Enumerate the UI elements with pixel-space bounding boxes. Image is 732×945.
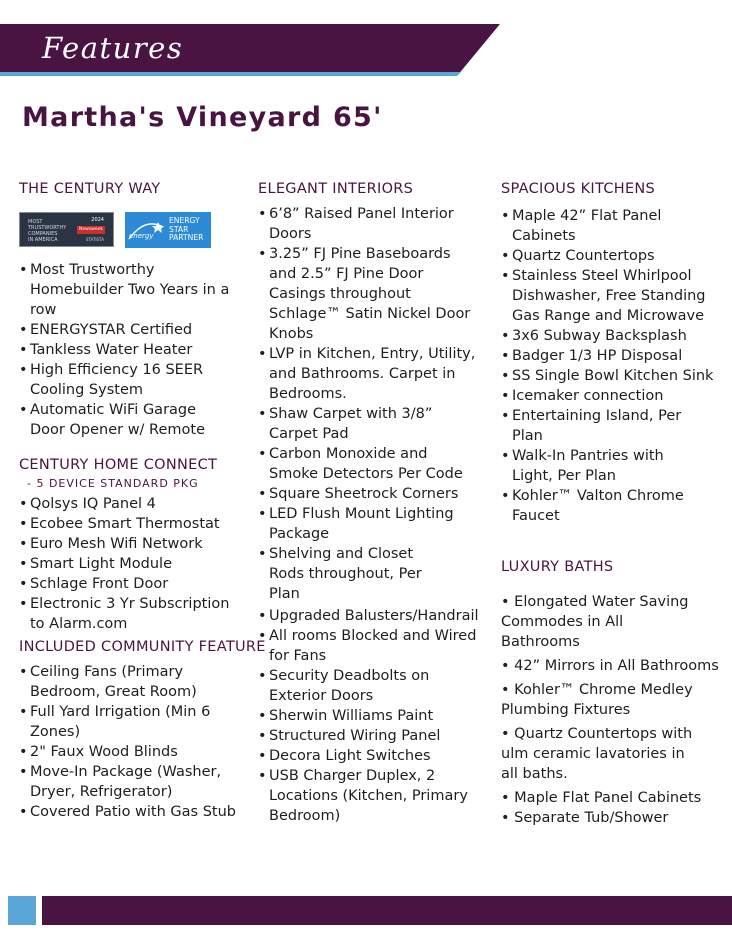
badge-trust-line2: TRUSTWORTHY [28,225,67,231]
trustworthy-companies-badge [19,212,114,247]
list-item: • High Efficiency 16 SEER Cooling System [19,360,254,400]
home-connect-subtitle: - 5 DEVICE STANDARD PKG [27,477,199,490]
badge-trust-year: 2024 [91,217,104,223]
list-item: • Smart Light Module [19,554,254,574]
energy-star-icon [125,213,167,247]
section-title-kitchens: SPACIOUS KITCHENS [501,181,656,197]
home-connect-list [19,494,254,634]
column-right [501,180,726,828]
list-item: • Electronic 3 Yr Subscription to Alarm.com [19,594,254,634]
list-item: • Structured Wiring Panel [258,726,480,746]
list-item: • Kohler™ Chrome Medley Plumbing Fixtures [501,680,726,720]
energy-logo-text: energy [129,232,154,240]
list-item: • Maple Flat Panel Cabinets [501,788,726,808]
document-title: Martha's Vineyard 65' [22,102,383,133]
list-item: • Quartz Countertops with ulm ceramic lavatories in all baths. [501,724,726,784]
list-item: • Covered Patio with Gas Stub [19,802,254,822]
list-item: • Elongated Water Saving Commodes in All Bathrooms [501,592,726,652]
section-title-home-connect: CENTURY HOME CONNECT [19,457,218,473]
interiors-list [258,204,480,826]
list-item: • LED Flush Mount Lighting Package [258,504,480,544]
interiors-item-text: 3.25” FJ Pine Baseboards and 2.5” FJ Pine Door Casings throughout [269,246,451,302]
list-item: • Square Sheetrock Corners [258,484,480,504]
list-item: • 3x6 Subway Backsplash [501,326,726,346]
energy-star-partner-badge [125,212,211,248]
section-title-interiors: ELEGANT INTERIORS [258,181,414,197]
badge-trust-line4: IN AMERICA [28,237,58,243]
list-item: • Decora Light Switches [258,746,480,766]
interiors-schlage-text: Schlage™ Satin Nickel Door Knobs [269,306,471,342]
list-item: • All rooms Blocked and Wired for Fans [258,626,480,666]
list-item: • Upgraded Balusters/Handrail [258,606,480,626]
energy-line3: PARTNER [169,233,204,243]
list-item: • Ceiling Fans (Primary Bedroom, Great Room) [19,662,254,702]
list-item: • LVP in Kitchen, Entry, Utility, and Bathrooms. Carpet in Bedrooms. [258,344,480,404]
list-item: • Stainless Steel Whirlpool Dishwasher, Free Standing Gas Range and Microwave [501,266,726,326]
list-item: • Icemaker connection [501,386,726,406]
badge-trust-line3: COMPANIES [28,231,58,237]
energy-line2: STAR [169,224,189,234]
section-title-century-way: THE CENTURY WAY [19,181,161,197]
list-item: • Most Trustworthy Homebuilder Two Years in a row [19,260,254,320]
footer-bar [42,896,732,925]
badge-trust-line1: MOST [28,219,43,225]
column-middle [258,180,480,826]
list-item: • Kohler™ Valton Chrome Faucet [501,486,726,526]
list-item: • Qolsys IQ Panel 4 [19,494,254,514]
list-item: • Automatic WiFi Garage Door Opener w/ Remote [19,400,254,440]
list-item: • 2" Faux Wood Blinds [19,742,254,762]
list-item: • 42” Mirrors in All Bathrooms [501,656,726,676]
badge-trust-brand: Newsweek [79,227,103,232]
list-item: • Move-In Package (Washer, Dryer, Refrigerator) [19,762,254,802]
century-way-list [19,260,254,440]
list-item: • Entertaining Island, Per Plan [501,406,726,446]
community-list [19,662,254,822]
list-item: • Sherwin Williams Paint [258,706,480,726]
list-item: • Full Yard Irrigation (Min 6 Zones) [19,702,254,742]
list-item: • Shelving and Closet Rods throughout, Per Plan [258,544,480,604]
list-item: • ENERGYSTAR Certified [19,320,254,340]
baths-list [501,592,726,828]
list-item [258,244,480,344]
energy-line1: ENERGY [169,216,200,226]
list-item: • Schlage Front Door [19,574,254,594]
list-item: • Walk-In Pantries with Light, Per Plan [501,446,726,486]
kitchens-list [501,206,726,526]
banner-title: Features [42,31,184,65]
list-item: • Separate Tub/Shower [501,808,726,828]
list-item: • Tankless Water Heater [19,340,254,360]
list-item: • Carbon Monoxide and Smoke Detectors Per Code [258,444,480,484]
section-title-community: INCLUDED COMMUNITY FEATURE [19,639,266,655]
list-item: • USB Charger Duplex, 2 Locations (Kitchen, Primary Bedroom) [258,766,480,826]
list-item: • Quartz Countertops [501,246,726,266]
list-item: • 6’8” Raised Panel Interior Doors [258,204,480,244]
section-title-baths: LUXURY BATHS [501,559,614,575]
footer-accent-square [8,896,36,925]
list-item: • Euro Mesh Wifi Network [19,534,254,554]
badge-row [19,212,254,248]
energy-star-text [169,217,203,243]
list-item: • Shaw Carpet with 3/8” Carpet Pad [258,404,480,444]
list-item: • Security Deadbolts on Exterior Doors [258,666,480,706]
list-item: • SS Single Bowl Kitchen Sink [501,366,726,386]
badge-trust-source: STATISTA [85,237,104,242]
list-item: • Ecobee Smart Thermostat [19,514,254,534]
list-item: • Badger 1/3 HP Disposal [501,346,726,366]
list-item: • Maple 42” Flat Panel Cabinets [501,206,726,246]
column-left [19,180,266,822]
